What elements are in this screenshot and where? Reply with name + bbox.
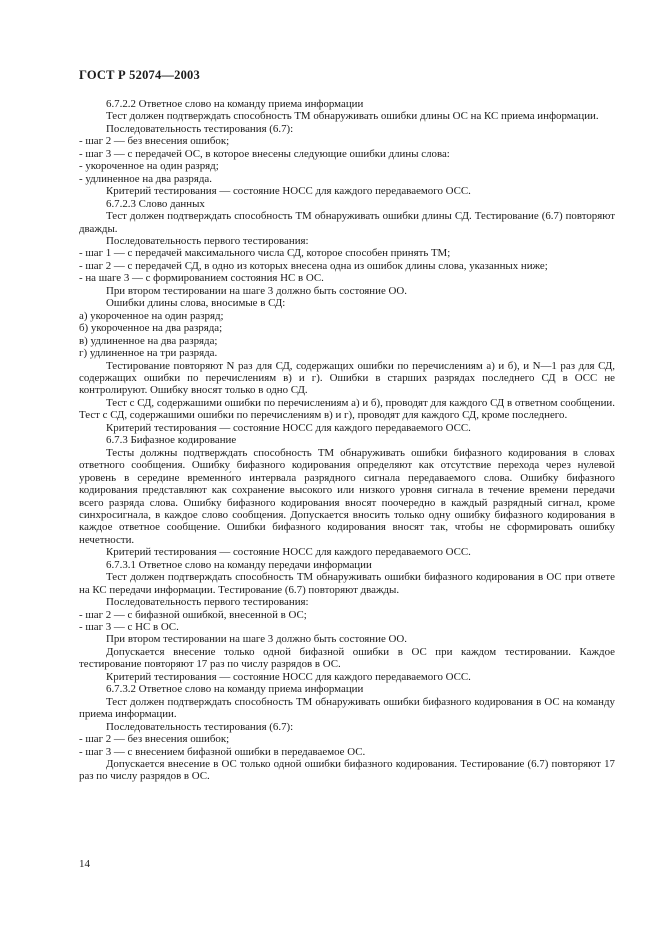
paragraph: Тестирование повторяют N раз для СД, содержащих ошибки по перечислениям а) и б), и N—1 раз для СД, содержащих ошибки по перечислениям в) и г). Ошибки в старших разрядах последнего СД в ОСС не контролируют. Ошибку вносят только в одно СД. xyxy=(79,359,615,397)
paragraph: При втором тестировании на шаге 3 должно быть состояние ОО. xyxy=(106,284,407,297)
paragraph: Тест должен подтверждать способность ТМ обнаруживать ошибки бифазного кодирования в ОС при ответе на КС передачи информации. Тестирование (6.7) повторяют дважды. xyxy=(79,571,615,596)
list-item: - шаг 2 — без внесения ошибок; xyxy=(79,733,230,746)
paragraph: Тест должен подтверждать способность ТМ обнаруживать ошибки длины СД. Тестирование (6.7) повторяют дважды. xyxy=(79,210,615,235)
paragraph: При втором тестировании на шаге 3 должно быть состояние ОО. xyxy=(106,633,407,646)
paragraph: Тест должен подтверждать способность ТМ обнаруживать ошибки бифазного кодирования в ОС на команду приема информации. xyxy=(79,695,615,721)
paragraph: Последовательность первого тестирования: xyxy=(106,596,309,609)
section-heading-6-7-3: 6.7.3 Бифазное кодирование xyxy=(106,434,237,447)
list-item: - шаг 1 — с передачей максимального числа СД, которое способен принять ТМ; xyxy=(79,247,451,260)
list-item: г) удлиненное на три разряда. xyxy=(79,347,218,360)
list-item: - шаг 2 — с передачей СД, в одно из которых внесена одна из ошибок длины слова, указанных ниже; xyxy=(79,259,548,272)
page-number: 14 xyxy=(79,858,90,870)
list-item: - на шаге 3 — с формированием состояния НС в ОС. xyxy=(79,272,324,285)
paragraph: Критерий тестирования — состояние НОСС для каждого передаваемого ОСС. xyxy=(106,670,471,683)
paragraph: Допускается внесение только одной бифазной ошибки в ОС при каждом тестировании. Каждое тестирование повторяют 17 раз по числу разрядов в ОС. xyxy=(79,645,615,671)
list-item: - шаг 2 — с бифазной ошибкой, внесенной в ОС; xyxy=(79,608,307,621)
paragraph: Критерий тестирования — состояние НОСС для каждого передаваемого ОСС. xyxy=(106,185,471,198)
paragraph: Тест должен подтверждать способность ТМ обнаруживать ошибки длины ОС на КС приема информации. xyxy=(106,110,599,123)
section-heading-6-7-3-2: 6.7.3.2 Ответное слово на команду приема информации xyxy=(106,683,364,696)
list-item: в) удлиненное на два разряда; xyxy=(79,334,218,347)
list-item: б) укороченное на два разряда; xyxy=(79,322,223,335)
list-item: - шаг 3 — с внесением бифазной ошибки в передаваемое ОС. xyxy=(79,745,366,758)
standard-header: ГОСТ Р 52074—2003 xyxy=(79,68,200,82)
paragraph: Последовательность первого тестирования: xyxy=(106,234,309,247)
paragraph: Допускается внесение в ОС только одной ошибки бифазного кодирования. Тестирование (6.7) повторяют 17 раз по числу разрядов в ОС. xyxy=(79,758,615,783)
paragraph: Критерий тестирования — состояние НОСС для каждого передаваемого ОСС. xyxy=(106,546,471,559)
paragraph: Критерий тестирования — состояние НОСС для каждого передаваемого ОСС. xyxy=(106,421,471,434)
list-item: - укороченное на один разряд; xyxy=(79,160,219,173)
section-heading-6-7-2-3: 6.7.2.3 Слово данных xyxy=(106,197,205,210)
list-item: - шаг 3 — с НС в ОС. xyxy=(79,621,179,634)
body-text xyxy=(79,98,615,783)
list-item: - удлиненное на два разряда. xyxy=(79,172,212,185)
paragraph: Тесты должны подтверждать способность ТМ обнаруживать ошибки бифазного кодирования в словах ответного сообщения. Ошибку бифазного кодирования определяют как отсутствие перехода через нулевой уровень в середине временно́го интервала разрядного сигнала передаваемого слова. Ошибку бифазного кодирования представляют как сохранение высокого или низкого уровня сигнала в течение времени передачи всего разряда слова. Ошибку бифазного кодирования вносят поочередно в каждый разрядный сигнал, кроме синхросигнала, в каждое слово сообщения. Допускается вносить только одну ошибку бифазного кодирования в каждое ответное сообщение. Ошибки бифазного кодирования вносят так, чтобы не сформировать ошибку нечетности. xyxy=(79,446,615,546)
section-heading-6-7-3-1: 6.7.3.1 Ответное слово на команду передачи информации xyxy=(106,558,372,571)
list-item: а) укороченное на один разряд; xyxy=(79,309,224,322)
paragraph: Тест с СД, содержашими ошибки по перечислениям а) и б), проводят для каждого СД в ответном сообщении. Тест с СД, содержашими ошибки по перечислениям в) и г), проводят для каждого СД, кроме последнего. xyxy=(79,396,615,422)
paragraph: Последовательность тестирования (6.7): xyxy=(106,720,294,733)
list-item: - шаг 3 — с передачей ОС, в которое внесены следующие ошибки длины слова: xyxy=(79,147,450,160)
list-item: - шаг 2 — без внесения ошибок; xyxy=(79,135,230,148)
section-heading-6-7-2-2: 6.7.2.2 Ответное слово на команду приема информации xyxy=(106,98,364,110)
paragraph: Ошибки длины слова, вносимые в СД: xyxy=(106,297,286,310)
paragraph: Последовательность тестирования (6.7): xyxy=(106,122,294,135)
